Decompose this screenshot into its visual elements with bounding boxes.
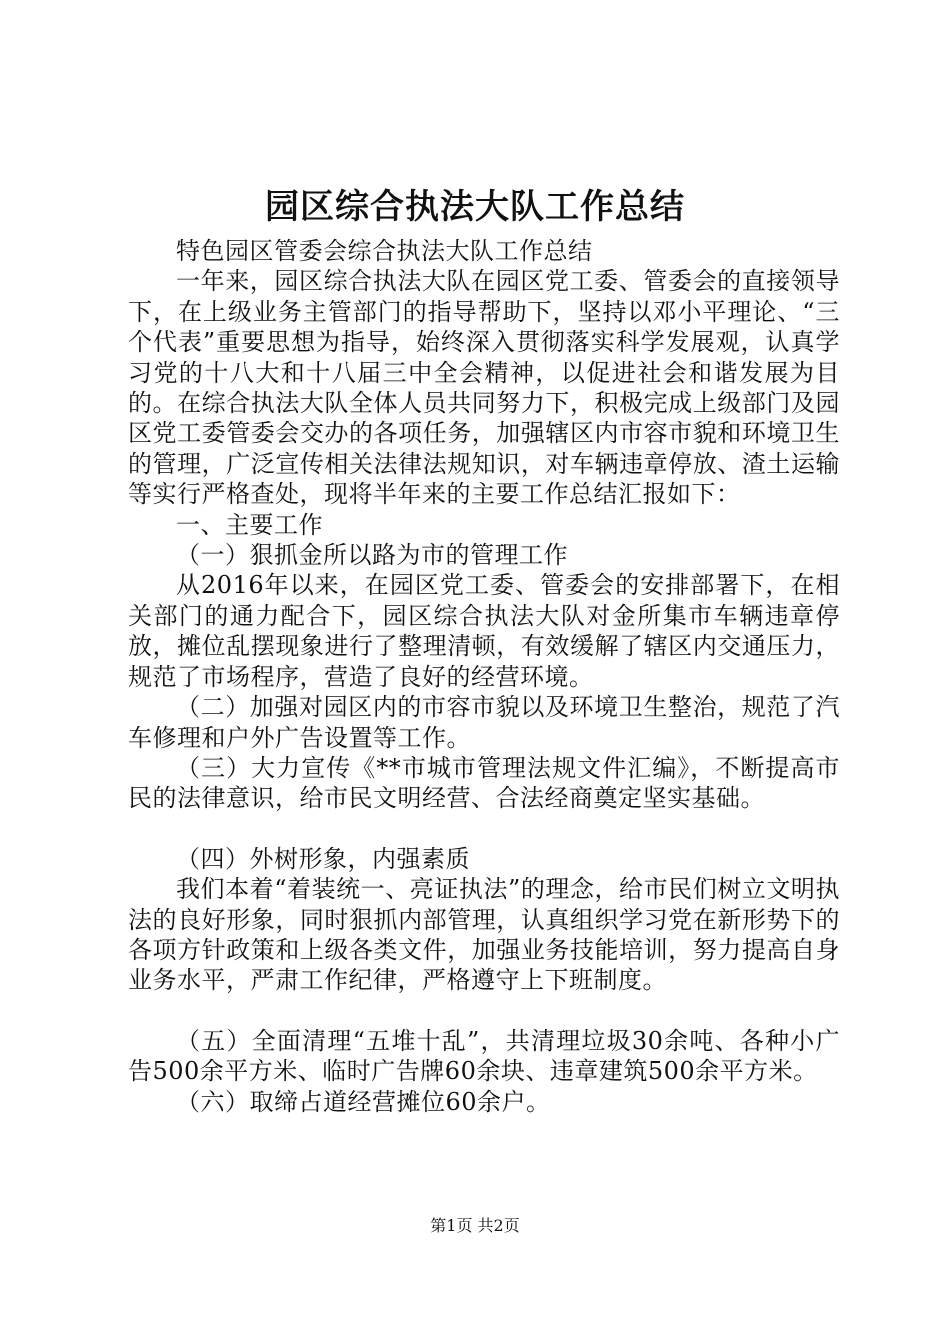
paragraph-gap (128, 814, 840, 844)
paragraph-subtitle: 特色园区管委会综合执法大队工作总结 (176, 237, 593, 265)
paragraph-intro: 一年来，园区综合执法大队在园区党工委、管委会的直接领导下，在上级业务主管部门的指导帮助下，坚持以邓小平理论、“三个代表”重要思想为指导，始终深入贯彻落实科学发展观，认真学习党的十八大和十八届三中全会精神，以促进社会和谐发展为目的。在综合执法大队全体人员共同努力下，积极完成上级部门及园区党工委管委会交办的各项任务，加强辖区内市容市貌和环境卫生的管理，广泛宣传相关法律法规知识，对车辆违章停放、渣土运输等实行严格查处，现将半年来的主要工作总结汇报如下： (128, 267, 840, 509)
subsection-3: （三）大力宣传《**市城市管理法规文件汇编》，不断提高市民的法律意识，给市民文明经营、合法经商奠定坚实基础。 (128, 753, 840, 813)
section-heading-main-work: 一、主要工作 (176, 510, 323, 539)
subsection-5: （五）全面清理“五堆十乱”，共清理垃圾30余吨、各种小广告500余平方米、临时广告牌60余块、违章建筑500余平方米。 (128, 1026, 840, 1086)
subsection-heading-4: （四）外树形象，内强素质 (176, 844, 470, 873)
paragraph-4: 我们本着“着装统一、亮证执法”的理念，给市民们树立文明执法的良好形象，同时狠抓内部管理，认真组织学习党在新形势下的各项方针政策和上级各类文件，加强业务技能培训，努力提高自身业务水平，严肃工作纪律，严格遵守上下班制度。 (128, 875, 840, 995)
subsection-6: （六）取缔占道经营摊位60余户。 (176, 1087, 551, 1116)
paragraph-1: 从2016年以来，在园区党工委、管委会的安排部署下，在相关部门的通力配合下，园区综合执法大队对金所集市车辆违章停放，摊位乱摆现象进行了整理清顿，有效缓解了辖区内交通压力，规范了市场程序，营造了良好的经营环境。 (128, 571, 840, 691)
document-title: 园区综合执法大队工作总结 (265, 187, 685, 227)
paragraph-gap (128, 996, 840, 1026)
subsection-2: （二）加强对园区内的市容市貌以及环境卫生整治，规范了汽车修理和户外广告设置等工作。 (128, 693, 840, 752)
document-body (128, 236, 840, 1117)
subsection-heading-1: （一）狠抓金所以路为市的管理工作 (176, 541, 568, 570)
page-footer: 第1页 共2页 (430, 1216, 520, 1235)
